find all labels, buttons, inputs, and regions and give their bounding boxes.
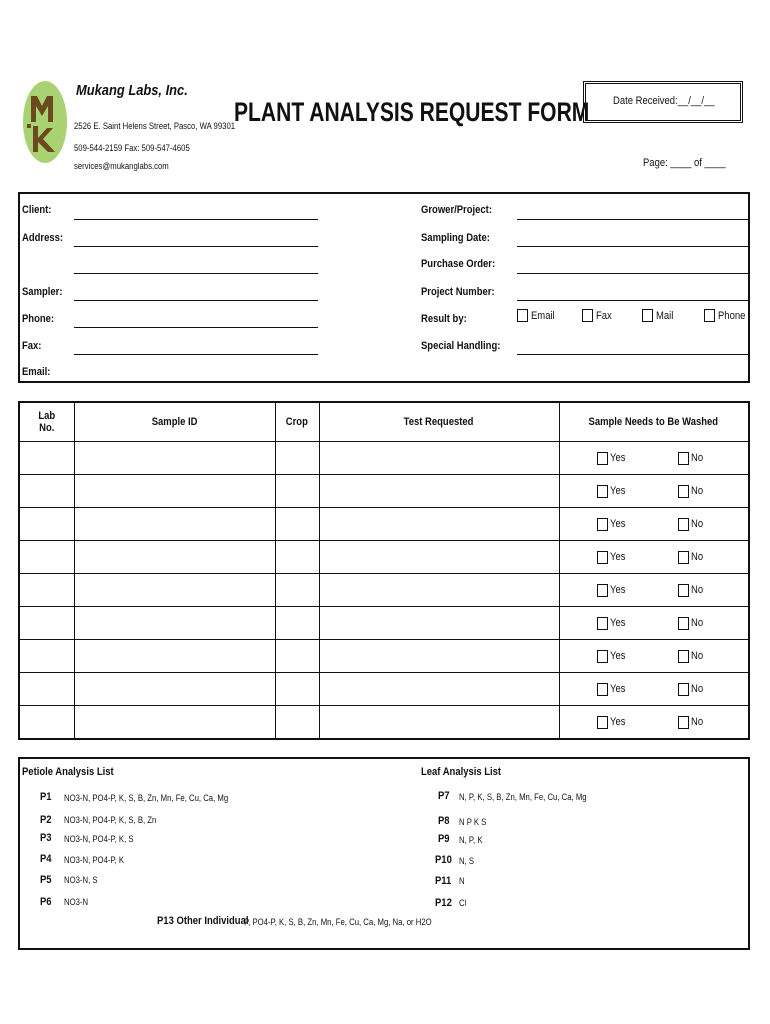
fax-field[interactable]	[74, 354, 318, 355]
result-mail-checkbox[interactable]	[642, 309, 653, 322]
test-requested-cell[interactable]	[319, 508, 559, 541]
washed-no-label: No	[690, 485, 703, 497]
crop-cell[interactable]	[275, 673, 319, 706]
washed-yes-label: Yes	[609, 551, 625, 563]
washed-yes-label: Yes	[609, 650, 625, 662]
washed-no-checkbox[interactable]	[678, 683, 689, 696]
sample-row	[19, 442, 749, 475]
sampler-field[interactable]	[74, 300, 318, 301]
washed-cell	[559, 442, 749, 475]
lab-no-cell[interactable]	[19, 640, 74, 673]
sample-row	[19, 706, 749, 740]
p13-desc: P, PO4-P, K, S, B, Zn, Mn, Fe, Cu, Ca, Mg, Na, or H2O	[244, 917, 432, 927]
washed-no-checkbox[interactable]	[678, 650, 689, 663]
result-by-label: Result by:	[421, 313, 467, 325]
sample-row	[19, 475, 749, 508]
washed-yes-checkbox[interactable]	[597, 485, 608, 498]
washed-no-checkbox[interactable]	[678, 518, 689, 531]
company-phone-fax: 509-544-2159 Fax: 509-547-4605	[74, 143, 190, 153]
test-requested-cell[interactable]	[319, 574, 559, 607]
leaf-list-title: Leaf Analysis List	[421, 766, 502, 778]
crop-cell[interactable]	[275, 607, 319, 640]
leaf-desc: N, P, K	[459, 835, 483, 845]
sample-id-cell[interactable]	[74, 541, 275, 574]
crop-cell[interactable]	[275, 442, 319, 475]
lab-no-cell[interactable]	[19, 442, 74, 475]
grower-project-label: Grower/Project:	[421, 204, 492, 216]
washed-no-checkbox[interactable]	[678, 716, 689, 729]
washed-no-label: No	[690, 551, 703, 563]
company-address: 2526 E. Saint Helens Street, Pasco, WA 99301	[74, 121, 236, 131]
date-received-label: Date Received:__/__/__	[613, 95, 715, 107]
test-requested-cell[interactable]	[319, 607, 559, 640]
leaf-code: P8	[438, 815, 450, 827]
crop-cell[interactable]	[275, 541, 319, 574]
lab-no-cell[interactable]	[19, 574, 74, 607]
test-requested-cell[interactable]	[319, 442, 559, 475]
test-requested-cell[interactable]	[319, 541, 559, 574]
sample-id-cell[interactable]	[74, 607, 275, 640]
washed-cell	[559, 541, 749, 574]
sample-id-cell[interactable]	[74, 508, 275, 541]
address-field-2[interactable]	[74, 273, 318, 274]
test-requested-cell[interactable]	[319, 475, 559, 508]
washed-no-label: No	[690, 617, 703, 629]
washed-cell	[559, 706, 749, 740]
lab-no-cell[interactable]	[19, 706, 74, 740]
washed-yes-checkbox[interactable]	[597, 518, 608, 531]
leaf-desc: N, P, K, S, B, Zn, Mn, Fe, Cu, Ca, Mg	[459, 792, 587, 802]
purchase-order-field[interactable]	[517, 273, 748, 274]
crop-cell[interactable]	[275, 574, 319, 607]
washed-no-label: No	[690, 584, 703, 596]
washed-yes-label: Yes	[609, 716, 625, 728]
date-received-box[interactable]	[583, 81, 743, 123]
lab-no-cell[interactable]	[19, 673, 74, 706]
washed-yes-label: Yes	[609, 617, 625, 629]
grower-project-field[interactable]	[517, 219, 748, 220]
washed-no-checkbox[interactable]	[678, 551, 689, 564]
washed-yes-checkbox[interactable]	[597, 683, 608, 696]
washed-yes-checkbox[interactable]	[597, 551, 608, 564]
client-field[interactable]	[74, 219, 318, 220]
address-field[interactable]	[74, 246, 318, 247]
washed-cell	[559, 640, 749, 673]
washed-yes-checkbox[interactable]	[597, 617, 608, 630]
washed-yes-label: Yes	[609, 452, 625, 464]
lab-no-cell[interactable]	[19, 607, 74, 640]
leaf-desc: N, S	[459, 856, 475, 866]
sampling-date-label: Sampling Date:	[421, 232, 490, 244]
sample-id-cell[interactable]	[74, 640, 275, 673]
test-requested-cell[interactable]	[319, 706, 559, 740]
sample-id-cell[interactable]	[74, 706, 275, 740]
phone-field[interactable]	[74, 327, 318, 328]
petiole-desc: NO3-N	[64, 897, 89, 907]
sample-row	[19, 607, 749, 640]
petiole-desc: NO3-N, PO4-P, K, S, B, Zn	[64, 815, 157, 825]
client-label: Client:	[22, 204, 52, 216]
company-name: Mukang Labs, Inc.	[76, 82, 188, 99]
petiole-desc: NO3-N, PO4-P, K, S, B, Zn, Mn, Fe, Cu, Ca, Mg	[64, 793, 229, 803]
leaf-desc: N P K S	[459, 817, 487, 827]
washed-no-label: No	[690, 683, 703, 695]
email-label: Email:	[22, 366, 51, 378]
washed-no-label: No	[690, 452, 703, 464]
washed-yes-label: Yes	[609, 485, 625, 497]
address-label: Address:	[22, 232, 64, 244]
samples-header-row	[19, 402, 749, 442]
petiole-code: P2	[40, 814, 52, 826]
lab-no-cell[interactable]	[19, 475, 74, 508]
header-test-requested: Test Requested	[319, 402, 559, 442]
petiole-code: P3	[40, 832, 52, 844]
washed-yes-checkbox[interactable]	[597, 650, 608, 663]
petiole-list-title: Petiole Analysis List	[22, 766, 114, 778]
washed-yes-checkbox[interactable]	[597, 716, 608, 729]
leaf-code: P11	[435, 875, 452, 887]
result-mail-label: Mail	[656, 310, 674, 322]
leaf-code: P9	[438, 833, 450, 845]
samples-table	[18, 401, 750, 740]
leaf-code: P12	[435, 897, 452, 909]
special-handling-label: Special Handling:	[421, 340, 501, 352]
result-phone-checkbox[interactable]	[704, 309, 715, 322]
sample-row	[19, 541, 749, 574]
washed-yes-checkbox[interactable]	[597, 584, 608, 597]
p13-code: P13 Other Individual	[157, 915, 249, 927]
washed-yes-label: Yes	[609, 518, 625, 530]
washed-no-checkbox[interactable]	[678, 584, 689, 597]
fax-label: Fax:	[22, 340, 42, 352]
sample-row	[19, 640, 749, 673]
sample-id-cell[interactable]	[74, 475, 275, 508]
petiole-code: P1	[40, 791, 52, 803]
header-crop: Crop	[275, 402, 319, 442]
sample-row	[19, 508, 749, 541]
crop-cell[interactable]	[275, 640, 319, 673]
sampling-date-field[interactable]	[517, 246, 748, 247]
header-lab-no: Lab No.	[19, 402, 74, 442]
petiole-desc: NO3-N, PO4-P, K, S	[64, 834, 134, 844]
petiole-desc: NO3-N, S	[64, 875, 98, 885]
company-logo	[22, 80, 68, 164]
petiole-code: P6	[40, 896, 52, 908]
sample-id-cell[interactable]	[74, 673, 275, 706]
washed-yes-label: Yes	[609, 584, 625, 596]
washed-no-label: No	[690, 650, 703, 662]
washed-yes-checkbox[interactable]	[597, 452, 608, 465]
result-email-checkbox[interactable]	[517, 309, 528, 322]
test-requested-cell[interactable]	[319, 673, 559, 706]
header-sample-id: Sample ID	[74, 402, 275, 442]
lab-no-cell[interactable]	[19, 541, 74, 574]
sample-row	[19, 574, 749, 607]
header-sample-washed: Sample Needs to Be Washed	[559, 402, 749, 442]
lab-no-cell[interactable]	[19, 508, 74, 541]
project-number-label: Project Number:	[421, 286, 495, 298]
leaf-desc: Cl	[459, 898, 467, 908]
washed-no-checkbox[interactable]	[678, 485, 689, 498]
washed-no-label: No	[690, 716, 703, 728]
petiole-code: P5	[40, 874, 52, 886]
purchase-order-label: Purchase Order:	[421, 258, 496, 270]
page-number: Page: ____ of ____	[643, 157, 726, 169]
special-handling-field[interactable]	[517, 354, 748, 355]
sampler-label: Sampler:	[22, 286, 63, 298]
leaf-code: P10	[435, 854, 452, 866]
sample-id-cell[interactable]	[74, 574, 275, 607]
result-phone-label: Phone	[718, 310, 746, 322]
washed-yes-label: Yes	[609, 683, 625, 695]
washed-cell	[559, 508, 749, 541]
phone-label: Phone:	[22, 313, 55, 325]
washed-no-checkbox[interactable]	[678, 617, 689, 630]
sample-id-cell[interactable]	[74, 442, 275, 475]
result-fax-label: Fax	[596, 310, 612, 322]
form-title: PLANT ANALYSIS REQUEST FORM	[234, 97, 590, 127]
test-requested-cell[interactable]	[319, 640, 559, 673]
washed-cell	[559, 607, 749, 640]
crop-cell[interactable]	[275, 508, 319, 541]
result-email-label: Email	[531, 310, 555, 322]
leaf-code: P7	[438, 790, 450, 802]
project-number-field[interactable]	[517, 300, 748, 301]
sample-row	[19, 673, 749, 706]
crop-cell[interactable]	[275, 475, 319, 508]
company-email: services@mukanglabs.com	[74, 161, 169, 171]
crop-cell[interactable]	[275, 706, 319, 740]
washed-no-checkbox[interactable]	[678, 452, 689, 465]
washed-cell	[559, 673, 749, 706]
result-fax-checkbox[interactable]	[582, 309, 593, 322]
petiole-code: P4	[40, 853, 52, 865]
washed-cell	[559, 574, 749, 607]
leaf-desc: N	[459, 876, 465, 886]
washed-no-label: No	[690, 518, 703, 530]
petiole-desc: NO3-N, PO4-P, K	[64, 855, 125, 865]
washed-cell	[559, 475, 749, 508]
